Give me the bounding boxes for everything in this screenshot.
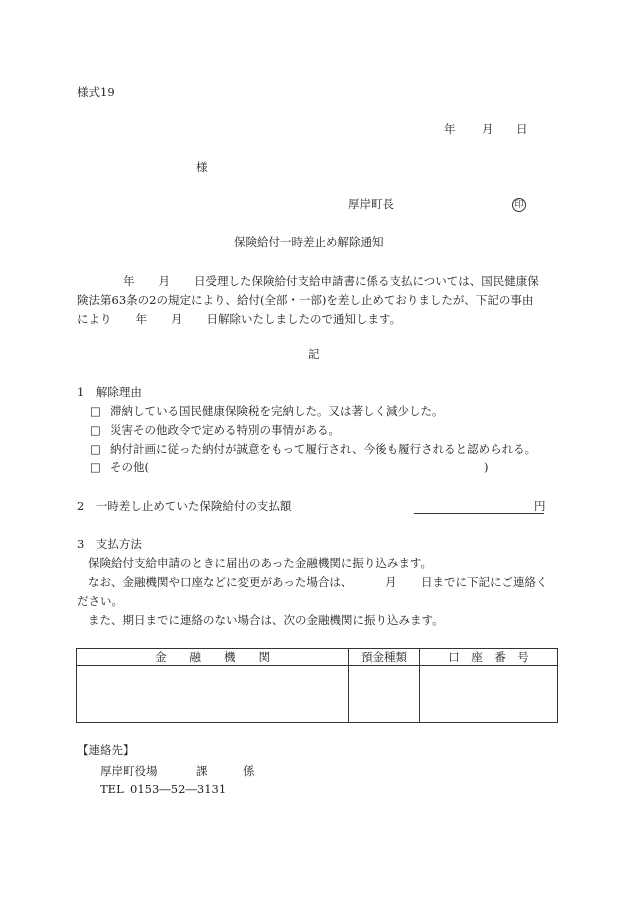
body-line3-start: により <box>77 312 112 326</box>
body-line3-text: 日解除いたしましたので通知します。 <box>206 312 402 326</box>
bank-cell[interactable] <box>77 666 349 723</box>
reason-label: 滞納している国民健康保険税を完納した。又は著しく減少した。 <box>110 404 444 418</box>
table-row <box>77 666 558 723</box>
reason-label: 災害その他政令で定める特別の事情がある。 <box>110 423 340 437</box>
payment-month: 月 <box>385 575 397 589</box>
body-line1-text: 日受理した保険給付支給申請書に係る支払については、国民健康保 <box>194 274 539 288</box>
sender-title: 厚岸町長 <box>348 197 394 211</box>
body-year-3: 年 <box>135 312 147 326</box>
recipient-honorific: 様 <box>196 160 208 174</box>
contact-subsection: 係 <box>243 764 255 778</box>
body-year-1: 年 <box>123 274 135 288</box>
seal-mark: 印 <box>512 198 526 212</box>
reason-label: その他( <box>110 460 149 474</box>
table-header-row <box>77 649 558 666</box>
bank-account-table <box>76 648 558 723</box>
reason-item <box>90 444 536 456</box>
form-number: 様式19 <box>77 85 115 99</box>
other-close-paren: ) <box>484 460 489 474</box>
account-number-cell[interactable] <box>420 666 558 723</box>
contact-heading: 【連絡先】 <box>77 743 135 757</box>
reason-label: 納付計画に従った納付が誠意をもって履行され、今後も履行されると認められる。 <box>110 442 537 456</box>
body-line-2: 険法第63条の2の規定により、給付(全部・一部)を差し止めておりましたが、下記の事由 <box>77 293 534 307</box>
amount-unit: 円 <box>534 499 546 513</box>
checkbox-icon[interactable]: □ <box>90 460 101 474</box>
header-account-number: 口 座 番 号 <box>420 649 558 666</box>
body-month-1: 月 <box>158 274 170 288</box>
section1-heading: 1 解除理由 <box>77 385 142 399</box>
body-month-3: 月 <box>171 312 183 326</box>
reason-item-other <box>90 462 149 474</box>
body-paragraph <box>77 272 552 329</box>
contact-tel-number: 0153―52―3131 <box>130 782 227 796</box>
amount-input-line[interactable] <box>414 513 544 514</box>
checkbox-icon[interactable]: □ <box>90 404 101 418</box>
checkbox-icon[interactable]: □ <box>90 423 101 437</box>
section3-heading: 3 支払方法 <box>77 537 142 551</box>
payment-line-3: ださい。 <box>77 594 123 608</box>
section2-label: 2 一時差し止めていた保険給付の支払額 <box>77 499 292 513</box>
body-line-3 <box>77 310 552 329</box>
ki-heading: 記 <box>308 347 320 361</box>
header-deposit-type: 預金種類 <box>349 649 420 666</box>
body-line-1 <box>77 272 552 291</box>
header-bank: 金 融 機 関 <box>77 649 349 666</box>
reason-item <box>90 425 340 437</box>
payment-line-1: 保険給付支給申請のときに届出のあった金融機関に振り込みます。 <box>88 556 432 570</box>
payment-line-4: また、期日までに連絡のない場合は、次の金融機関に振り込みます。 <box>88 613 444 627</box>
document-title: 保険給付一時差止め解除通知 <box>234 235 384 249</box>
date-month: 月 <box>482 122 494 136</box>
contact-section: 課 <box>196 764 208 778</box>
payment-line-2b: 日までに下記にご連絡く <box>421 575 548 589</box>
date-year: 年 <box>444 122 456 136</box>
checkbox-icon[interactable]: □ <box>90 442 101 456</box>
contact-tel-label: TEL <box>100 782 124 796</box>
reason-item <box>90 406 444 418</box>
deposit-type-cell[interactable] <box>349 666 420 723</box>
payment-line-2a: なお、金融機関や口座などに変更があった場合は、 <box>88 575 353 589</box>
contact-office: 厚岸町役場 <box>100 764 158 778</box>
date-day: 日 <box>516 122 528 136</box>
